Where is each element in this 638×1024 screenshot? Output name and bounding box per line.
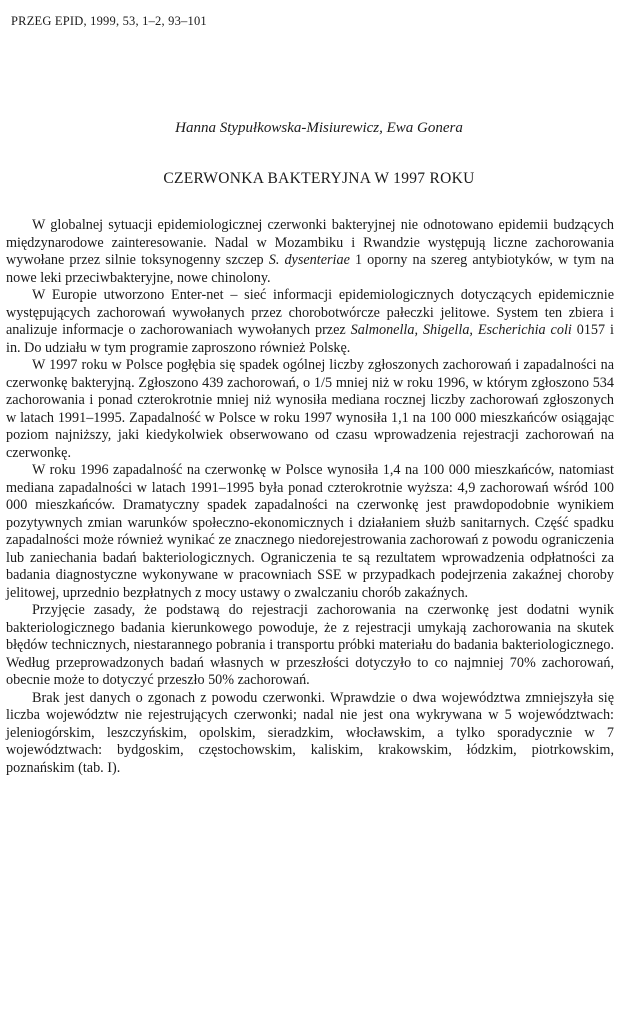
paragraph-1-text-c: 1 oporny na szereg antybiotyków, w tym na nowe leki przeciwbakteryjne, nowe chinolony. <box>6 252 615 286</box>
paragraph-2-text-c: 0157 i in. Do udziału w tym programie zaproszono również Polskę. <box>6 322 614 356</box>
paragraph-6: Brak jest danych o zgonach z powodu czerwonki. Wprawdzie o dwa województwa zmniejszyła się liczba województw nie rejestrujących czerwonki; nadal nie jest ona wykrywana w 5 województwach: jeleniogórskim, leszczyńskim, opolskim, sieradzkim, włocławskim, a tylko sporadycznie w 7 województwach: bydgoskim, częstochowskim, kaliskim, krakowskim, łódzkim, piotrkowskim, poznańskim (tab. I). <box>6 689 614 776</box>
authors: Hanna Stypułkowska-Misiurewicz, Ewa Gonera <box>175 120 463 136</box>
journal-header: PRZEG EPID, 1999, 53, 1–2, 93–101 <box>11 14 207 28</box>
paragraph-1-text-a: W globalnej sytuacji epidemiologicznej czerwonki bakteryjnej nie odnotowano epidemii budzących międzynarodowe zainteresowanie. Nadal w Mozambiku i Rwandzie występują liczne zachorowania wywołane przez silnie toksynogenny szczep <box>6 217 614 268</box>
article-title: CZERWONKA BAKTERYJNA W 1997 ROKU <box>163 170 475 187</box>
paragraph-1-species: S. dysenteriae <box>268 252 350 268</box>
paragraph-2 <box>6 287 614 357</box>
paragraph-2-text-a: W Europie utworzono Enter-net – sieć informacji epidemiologicznych dotyczących epidemicznie występujących zachorowań wywołanych przez chorobotwórcze pałeczki jelitowe. System ten zbiera i analizuje informacje o zachorowaniach wywołanych przez <box>6 287 614 338</box>
paragraph-2-pathogens: Salmonella, Shigella, Escherichia coli <box>350 322 572 338</box>
article-body <box>6 217 614 777</box>
paragraph-5: Przyjęcie zasady, że podstawą do rejestracji zachorowania na czerwonkę jest dodatni wynik bakteriologicznego badania kierunkowego powoduje, że z rejestracji umykają zachorowania na skutek błędów technicznych, niestarannego pobrania i transportu próbki materiału do badania bakteriologicznego. Według przeprowadzonych badań własnych w przeszłości dotyczyło to co najmniej 70% zachorowań, obecnie może to dotyczyć przeszło 50% zachorowań. <box>6 602 614 688</box>
paragraph-4: W roku 1996 zapadalność na czerwonkę w Polsce wynosiła 1,4 na 100 000 mieszkańców, natomiast mediana zapadalności w latach 1991–1995 była ponad czterokrotnie wyższa: 4,9 zachorowań wśród 100 000 mieszkańców. Dramatyczny spadek zapadalności na czerwonkę jest prawdopodobnie wynikiem pozytywnych zmian warunków społeczno-ekonomicznych i działaniem służb sanitarnych. Część spadku zapadalności może również wynikać ze znacznego niedorejestrowania zachorowań z powodu ograniczenia lub zaniechania badań bakteriologicznych. Ograniczenia te są rezultatem wprowadzenia odpłatności za badania diagnostyczne wykonywane w pracowniach SSE w przypadkach podejrzenia zakaźnej choroby jelitowej, uprzednio bezpłatnych z mocy ustawy o zwalczaniu chorób zakaźnych. <box>6 462 614 601</box>
paragraph-3: W 1997 roku w Polsce pogłębia się spadek ogólnej liczby zgłoszonych zachorowań i zapadalności na czerwonkę bakteryjną. Zgłoszono 439 zachorowań, o 1/5 mniej niż w roku 1996, w którym zgłoszono 534 zachorowania i ponad czterokrotnie mniej niż wynosiła mediana rocznej liczby zachorowań zgłoszonych w latach 1991–1995. Zapadalność w Polsce w roku 1997 wynosiła 1,1 na 100 000 mieszkańców osiągając poziom najniższy, jaki kiedykolwiek obserwowano od czasu wprowadzenia rejestracji zachorowań na czerwonkę. <box>6 357 614 461</box>
paragraph-1 <box>6 217 614 287</box>
